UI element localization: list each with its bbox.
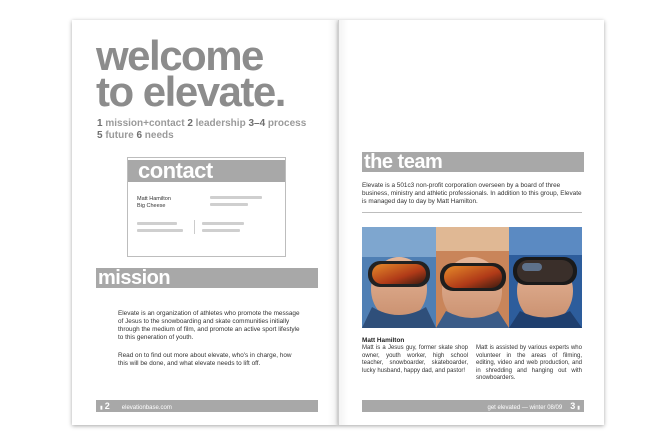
team-title-bar [362,152,584,172]
toc-label: mission+contact [102,118,188,129]
card-contact-info [137,196,171,210]
team-photo-collage [362,227,582,328]
team-intro: Elevate is a 501c3 non-profit corporation overseen by a board of three business, ministry and athletic professionals. In addition to this group, Elevate is managed day to day by Matt Hamilton. [362,182,582,205]
team-title: the team [364,151,443,173]
toc-label: future [102,130,137,141]
footer-issue: get elevated — winter 08/09 [487,405,563,411]
mission-title: mission [98,267,171,289]
book-spine [338,20,339,425]
mission-paragraph-1: Elevate is an organization of athletes who promote the message of Jesus to the snowboarding and skate communities initially through the medium of film, and promote an active sport lifestyle to this generation of youth. [118,310,300,341]
bio-name: Matt Hamilton [362,337,405,344]
blurred-address [137,229,183,232]
right-footer-bar [362,400,584,412]
footer-url[interactable]: elevationbase.com [121,405,172,411]
toc-num: 2 [187,118,193,129]
page-icon: ▮ [577,405,580,411]
headline-line-2: to elevate. [96,68,285,115]
left-page [72,20,338,425]
headline-line-1: welcome [96,32,263,79]
toc-label: leadership [192,118,249,129]
headline [96,32,285,115]
card-name: Matt Hamilton [137,196,171,202]
page-icon: ▮ [100,405,103,411]
left-footer-bar [96,400,318,412]
blurred-address [202,222,244,225]
toc-num: 5 [97,130,103,141]
contact-title: contact [138,158,213,183]
left-page-number: 2 [104,401,110,411]
toc-num: 3–4 [248,118,266,129]
right-page [338,20,604,425]
blurred-address [137,222,177,225]
card-role: Big Cheese [137,203,166,209]
blurred-phone [210,203,248,206]
toc-label: process [265,118,307,129]
toc-num: 6 [136,130,143,141]
divider-rule [362,212,582,213]
business-card [127,157,286,257]
mission-paragraph-2: Read on to find out more about elevate, who's in charge, how this will be done, and what elevate needs to lift off. [118,352,292,367]
mission-title-bar [96,268,318,288]
blurred-address [202,229,240,232]
card-divider [194,220,195,234]
toc-line-2 [97,130,337,142]
toc-line-1 [97,118,337,130]
toc-label: needs [142,130,174,141]
blurred-email [210,196,262,199]
toc-num: 1 [97,118,103,129]
table-of-contents [97,118,337,142]
bio-right: Matt is assisted by various experts who volunteer in the areas of filming, editing, video and web production, and in shredding and hanging out with snowboarders. [476,345,582,382]
contact-title-bar [128,160,285,182]
bio-left: Matt is a Jesus guy, former skate shop owner, youth worker, high school teacher, snowboarder, skateboarder, lucky husband, happy dad, and pastor! [362,345,468,374]
team-photo [362,227,582,328]
right-page-number: 3 [570,401,576,411]
